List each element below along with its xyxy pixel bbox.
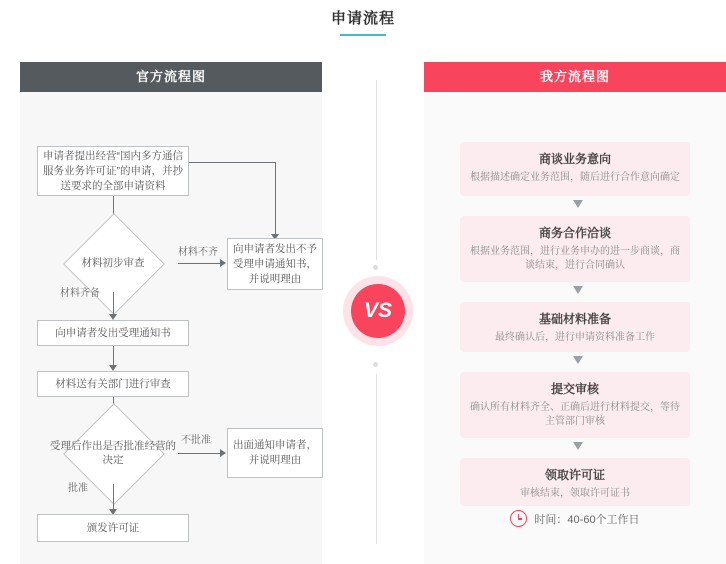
vs-badge-label: VS — [351, 284, 405, 338]
arrow-n2-to-n3 — [220, 259, 226, 267]
our-step-5-title: 领取许可证 — [544, 468, 605, 482]
our-step-3-desc: 最终确认后，进行申请资料准备工作 — [495, 332, 655, 343]
arrow-n6-to-n7 — [220, 449, 226, 457]
flow-decision-approval — [48, 422, 178, 484]
vs-badge — [343, 276, 413, 346]
our-step-1-title: 商谈业务意向 — [538, 152, 611, 166]
vs-line-top — [376, 80, 377, 260]
our-step-2-title: 商务合作洽谈 — [538, 226, 611, 240]
connector-n6-to-n8 — [113, 484, 114, 512]
our-step-2 — [460, 216, 690, 282]
page-title: 申请流程 — [330, 10, 395, 27]
flow-node-issue-license: 颁发许可证 — [37, 514, 189, 542]
our-step-3 — [460, 302, 690, 352]
our-flow-body — [424, 92, 726, 564]
official-flow-body — [20, 92, 322, 564]
our-step-arrow-3 — [573, 356, 583, 364]
our-step-5-desc: 审核结束，领取许可证书 — [520, 488, 630, 499]
flow-decision-approval-label: 受理后作出是否批准经营的决定 — [50, 440, 176, 466]
flow-node-application-submit: 申请者提出经营“国内多方通信服务业务许可证”的申请，并抄送要求的全部申请资料 — [37, 146, 189, 196]
flow-node-accept-notice: 向申请者发出受理通知书 — [37, 320, 189, 346]
our-step-2-desc: 根据业务范围，进行业务申办的进一步商谈，商谈结束，进行合同确认 — [470, 246, 680, 271]
our-step-4-desc: 确认所有材料齐全、正确后进行材料提交，等待主管部门审核 — [470, 402, 680, 427]
edge-label-material-incomplete: 材料不齐 — [178, 247, 218, 258]
our-step-arrow-1 — [573, 200, 583, 208]
our-step-arrow-2 — [573, 286, 583, 294]
edge-label-material-complete: 材料齐备 — [60, 288, 100, 299]
our-flow-panel — [424, 62, 726, 564]
flow-decision-initial-review — [48, 234, 178, 292]
official-flow-panel — [20, 62, 322, 564]
processing-time-row — [424, 510, 726, 527]
connector-n6-to-n7 — [178, 453, 222, 454]
vs-divider — [341, 62, 411, 564]
our-step-4 — [460, 372, 690, 438]
edge-label-not-approved: 不批准 — [181, 435, 211, 446]
flow-node-reject-notice: 向申请者发出不予受理申请通知书，并说明理由 — [227, 238, 323, 290]
our-step-3-title: 基础材料准备 — [538, 312, 611, 326]
our-step-1-desc: 根据描述确定业务范围，随后进行合作意向确定 — [470, 172, 680, 183]
title-underline — [340, 34, 386, 36]
vs-dot-top — [373, 265, 378, 270]
vs-line-bottom — [376, 374, 377, 544]
edge-label-approved: 批准 — [68, 483, 88, 494]
flow-decision-initial-review-label: 材料初步审查 — [81, 257, 145, 269]
flow-node-reject-decision-notice: 出面通知申请者，并说明理由 — [227, 428, 323, 478]
vs-dot-bottom — [373, 362, 378, 367]
connector-n1-right-down — [275, 162, 276, 238]
our-step-4-title: 提交审核 — [550, 382, 599, 396]
clock-icon — [510, 510, 527, 527]
our-step-arrow-4 — [573, 442, 583, 450]
processing-time-label: 时间：40-60个工作日 — [534, 513, 640, 526]
our-step-1 — [460, 142, 690, 196]
page-title-block — [0, 8, 726, 36]
official-flow-header: 官方流程图 — [20, 62, 322, 92]
our-step-5 — [460, 458, 690, 506]
connector-n2-to-n3 — [178, 263, 222, 264]
flow-node-department-review: 材料送有关部门进行审查 — [37, 371, 189, 397]
our-flow-header: 我方流程图 — [424, 62, 726, 92]
connector-n1-right — [189, 162, 275, 163]
